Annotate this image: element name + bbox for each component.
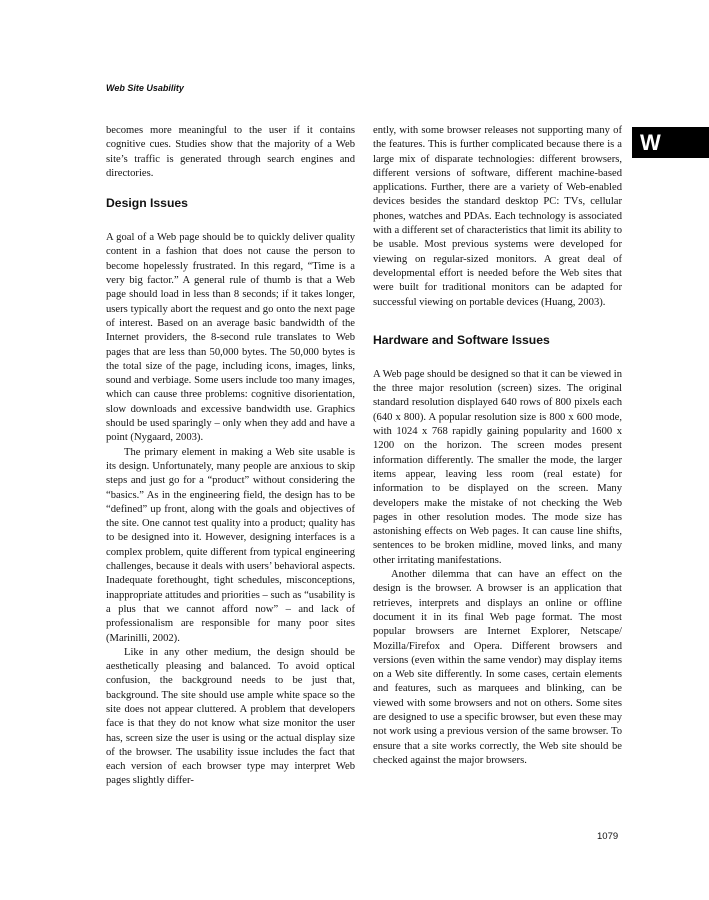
paragraph: ently, with some browser releases not supporting many of the features. This is further complicated because there is a large mix of disparate technologies: different browsers, different versions of software, different machine-based applications. Further, there are a variety of Web-enabled devices besides the standard desktop PC: TVs, cellular phones, watches and PDAs. Each technology is associated with a different set of characteristics that limit its ability to be usable. Most previous systems were developed for viewing on regular-sized monitors. A great deal of developmental effort is needed before the Web sites that were built for traditional monitors can be adapted for successful viewing on portable devices (Huang, 2003). [373,125,622,308]
paragraph: Like in any other medium, the design should be aesthetically pleasing and balanced. To avoid optical confusion, the background needs to be just that, background. The site should use ample white space so the site does not appear cluttered. A problem that developers face is that they do not know what size monitor the user has, screen size the user is using or the actual display size of the browser. The usability issue includes the fact that each version of each browser type may interpret Web pages slightly differ- [106,646,355,787]
paragraph: becomes more meaningful to the user if it contains cognitive cues. Studies show that the majority of a Web site’s traffic is generated through search engines and directories. [106,125,355,179]
right-column [373,124,622,768]
paragraph: A goal of a Web page should be to quickly deliver quality content in a fashion that does not cause the person to become hopelessly frustrated. In this regard, “Time is a very big factor.” A general rule of thumb is that a Web page should load in less than 8 seconds; if it takes longer, users typically abort the request and go onto the next page of interest. Based on an average basic bandwidth of the Internet providers, the 8-second rule translates to Web pages that are less than 50,000 bytes. The 50,000 bytes is the total size of the page, including icons, images, links, sound and verbiage. Some users include too many images, which can cause three problems: cognitive disorientation, slow downloads and excessive bandwidth use. Graphics should be used sparingly – only when they add and have a point (Nygaard, 2003). [106,232,355,444]
left-column [106,124,355,789]
section-heading-hardware-software: Hardware and Software Issues [373,332,550,347]
section-heading-design-issues: Design Issues [106,196,188,211]
paragraph: A Web page should be designed so that it can be viewed in the three major resolution (screen) sizes. The original standard resolution displayed 640 rows of 800 pixels each (640 x 800). A popular resolution size is 800 x 600 mode, with 1024 x 768 rapidly gaining popularity and 1600 x 1200 on the horizon. The screen modes present information differently. The smaller the mode, the larger items appear, leaving less room (real estate) for information to be displayed on the screen. Many developers make the mistake of not checking the Web pages in other resolution modes. The mode size has astonishing effects on Web pages. It can cause line shifts, sentences to be broken midline, moved links, and many other irritating manifestations. [373,368,622,566]
page-number: 1079 [597,831,619,842]
paragraph: Another dilemma that can have an effect on the design is the browser. A browser is an application that retrieves, interprets and displays an online or offline document it in its final Web page format. The most popular browsers are Internet Explorer, Netscape/ Mozilla/Firefox and Opera. Different browsers and versions (even within the same vendor) may display items on a Web site differently. In some cases, certain elements and features, such as marquees and blinking, can be viewed with some browsers and not on others. Some sites are designed to use a specific browser, but even these may not work using a previous version of the same browser. To ensure that a site works correctly, the Web site should be checked against the major browsers. [373,569,622,766]
running-head: Web Site Usability [106,83,184,93]
paragraph: The primary element in making a Web site usable is its design. Unfortunately, many people are anxious to skip steps and just go for a “product” without considering the “basics.” As in the engineering field, the design has to be “defined” up front, along with the goals and objectives of the site. One cannot test quality into a product; quality has to be designed into it. However, designing interfaces is a complex problem, quite different from typical engineering challenges, because it deals with users’ behavioral aspects. Inadequate forethought, tight schedules, misconceptions, inappropriate attitudes and priorities – such as “usability is a plus that we cannot afford now” – and lack of professionalism are responsible for many poor sites (Marinilli, 2002). [106,446,355,644]
section-tab: W [632,127,709,158]
